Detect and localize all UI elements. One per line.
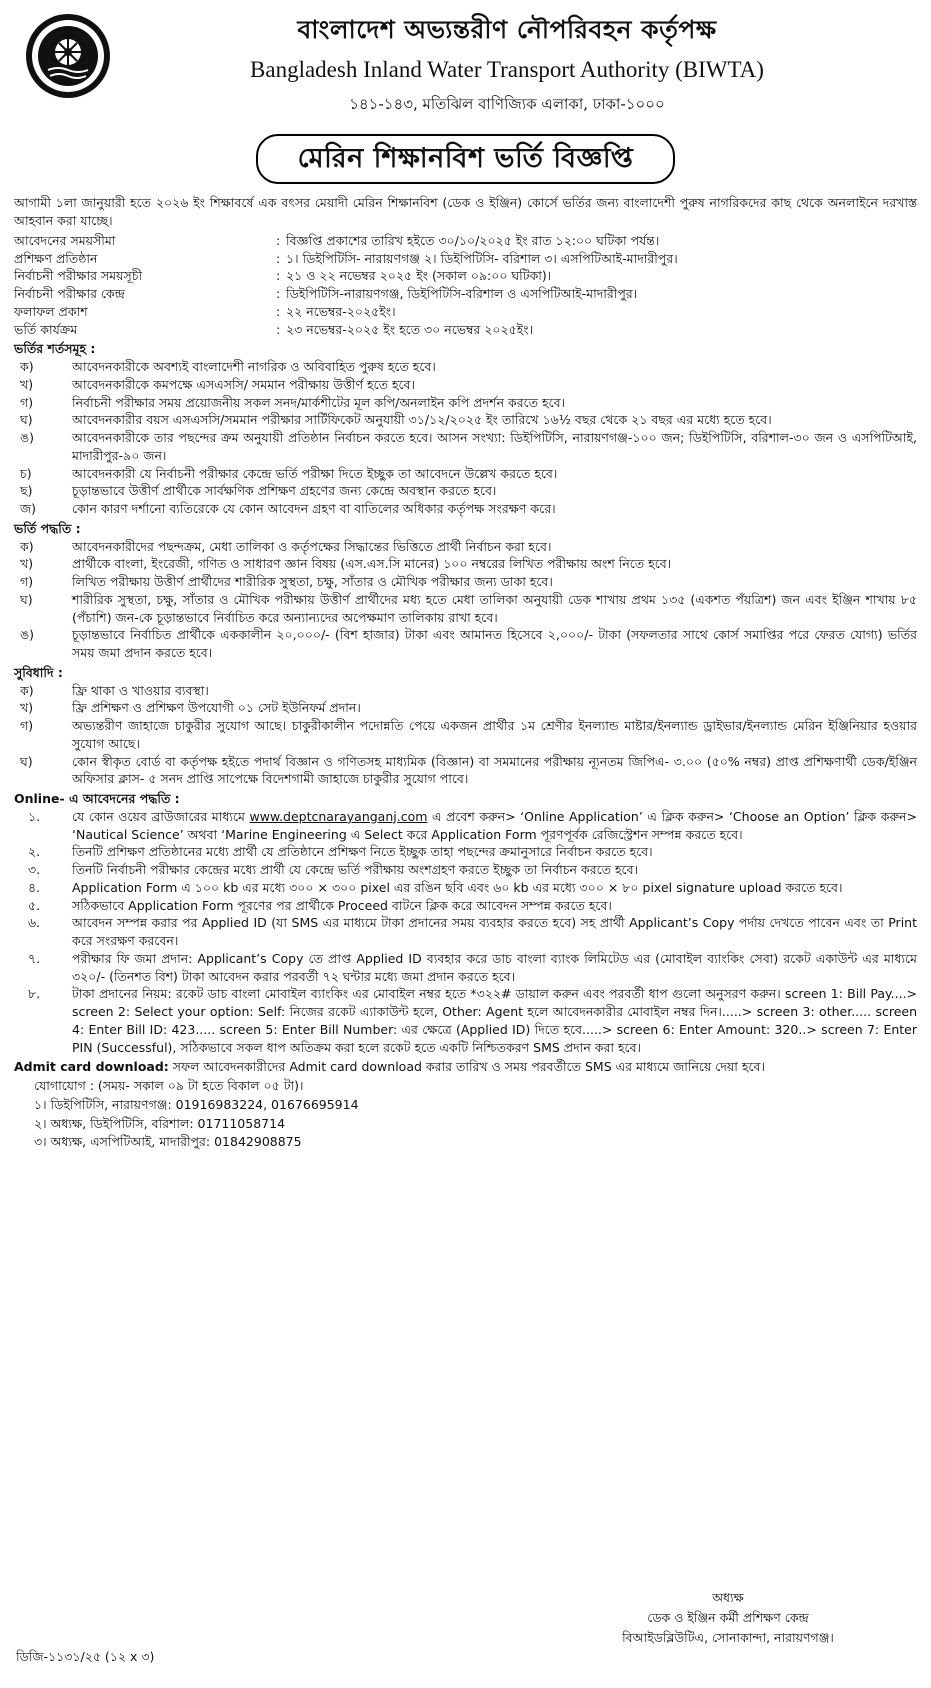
item-text xyxy=(72,808,917,844)
benefits-list xyxy=(14,682,917,789)
schedule-table xyxy=(14,232,917,339)
list-item xyxy=(14,861,917,879)
item-text: শারীরিক সুস্থতা, চক্ষু, সাঁতার ও মৌখিক পরীক্ষায় উত্তীর্ণ প্রার্থীদের মধ্য হতে মেধা তালিকা অনুযায়ী ডেক শাখায় প্রথম ১৩৫ (একশত পঁয়ত্রিশ) জন এবং ইঞ্জিন শাখায় ৮৫ (পঁচাশি) জন-কে চূড়ান্তভাবে নির্বাচিত করে অন্যান্যদের অপেক্ষমাণ তালিকায় রাখা হবে। xyxy=(72,591,917,625)
item-number: ঙ) xyxy=(20,430,35,446)
org-address: ১৪১-১৪৩, মতিঝিল বাণিজ্যিক এলাকা, ঢাকা-১০০০ xyxy=(349,95,665,113)
item-text: পরীক্ষার ফি জমা প্রদান: Applicant’s Copy তে প্রাপ্ত Applied ID ব্যবহার করে ডাচ বাংলা ব্যাংক লিমিটেড এর (মোবাইল ব্যাংকিং সেবা) রকেট একাউন্ট এর মাধ্যমে ৩২০/- (তিনশত বিশ) টাকা আবেদন করার পরবর্তী ৭২ ঘন্টার মধ্যে জমা প্রদান করতে হবে। xyxy=(72,950,917,984)
list-item xyxy=(14,699,917,717)
signature-title: অধ্যক্ষ xyxy=(712,1590,744,1605)
item-text: প্রার্থীকে বাংলা, ইংরেজী, গণিত ও সাধারণ জ্ঞান বিষয় (এস.এস.সি মানের) ১০০ নম্বরের লিখিত পরীক্ষায় অংশ নিতে হবে। xyxy=(72,556,672,572)
list-item xyxy=(14,914,917,950)
header xyxy=(14,8,917,128)
schedule-row xyxy=(14,321,917,339)
item-number: গ) xyxy=(20,394,34,410)
org-name-english: Bangladesh Inland Water Transport Authority (BIWTA) xyxy=(250,57,764,82)
item-text: আবেদনকারীকে কমপক্ষে এসএসসি/ সমমান পরীক্ষায় উত্তীর্ণ হতে হবে। xyxy=(72,376,415,392)
item-text: তিনটি প্রশিক্ষণ প্রতিষ্ঠানের মধ্যে প্রার্থী যে প্রতিষ্ঠানে প্রশিক্ষণ নিতে ইচ্ছুক তাহা পছন্দের ক্রমানুসারে নির্বাচন করতে হবে। xyxy=(72,844,653,860)
contact-line: ১। ডিইপিটিসি, নারায়ণগঞ্জ: 01916983224, 01676695914 xyxy=(34,1096,359,1112)
admit-card-label: Admit card download: xyxy=(14,1059,169,1075)
schedule-value: ২১ ও ২২ নভেম্বর ২০২৫ ইং (সকাল ০৯:০০ ঘটিকা)। xyxy=(286,268,552,284)
method-heading: ভর্তি পদ্ধতি : xyxy=(14,520,81,536)
item-text: ফ্রি প্রশিক্ষণ ও প্রশিক্ষণ উপযোগী ০১ সেট ইউনিফর্ম প্রদান। xyxy=(72,700,361,716)
schedule-colon: : xyxy=(276,286,281,302)
list-item xyxy=(14,682,917,700)
schedule-row xyxy=(14,267,917,285)
item-number: ২. xyxy=(28,844,41,860)
item-text: চূড়ান্তভাবে উত্তীর্ণ প্রার্থীকে সার্বক্ষণিক প্রশিক্ষণ গ্রহণের জন্য কেন্দ্রে অবস্থান করতে হবে। xyxy=(72,483,497,499)
item-text: কোন কারণ দর্শানো ব্যতিরেকে যে কোন আবেদন গ্রহণ বা বাতিলের অধিকার কর্তৃপক্ষ সংরক্ষণ করে। xyxy=(72,501,556,517)
schedule-value: ১। ডিইপিটিসি- নারায়ণগঞ্জ ২। ডিইপিটিসি- বরিশাল ৩। এসপিটিআই-মাদারীপুর। xyxy=(286,250,678,266)
item-number: ঘ) xyxy=(20,412,33,428)
list-item xyxy=(14,626,917,662)
item-text: তিনটি নির্বাচনী পরীক্ষার কেন্দ্রের মধ্যে প্রার্থী যে কেন্দ্রে ভর্তি পরীক্ষায় অংশগ্রহণ করতে ইচ্ছুক তা নির্বাচন করতে হবে। xyxy=(72,862,638,878)
list-item xyxy=(14,573,917,591)
admit-card-text: সফল আবেদনকারীদের Admit card download করার তারিখ ও সময় পরবর্তীতে SMS এর মাধ্যমে জানিয়ে দেয়া হবে। xyxy=(168,1059,765,1075)
item-number: ১. xyxy=(28,808,41,824)
list-item xyxy=(14,591,917,627)
schedule-colon: : xyxy=(276,321,281,337)
schedule-key: আবেদনের সময়সীমা xyxy=(14,232,116,248)
admit-card-note xyxy=(14,1058,917,1076)
item-text: আবেদনকারী যে নির্বাচনী পরীক্ষার কেন্দ্রে ভর্তি পরীক্ষা দিতে ইচ্ছুক তা আবেদনে উল্লেখ করতে হবে। xyxy=(72,465,558,481)
list-item xyxy=(14,985,917,1056)
item-number: গ) xyxy=(20,574,34,590)
signature-block xyxy=(563,1588,893,1648)
schedule-key: প্রশিক্ষণ প্রতিষ্ঠান xyxy=(14,250,98,266)
list-item xyxy=(14,429,917,465)
item-text: আবেদনকারীর বয়স এসএসসি/সমমান পরীক্ষার সার্টিফিকেট অনুযায়ী ৩১/১২/২০২৫ ইং তারিখে ১৬½ বছর থেকে ২১ বছর এর মধ্যে হতে হবে। xyxy=(72,412,772,428)
item-number: ৭. xyxy=(28,950,41,966)
list-item xyxy=(14,843,917,861)
item-text: আবেদনকারীকে তার পছন্দের ক্রম অনুযায়ী প্রতিষ্ঠান নির্বাচন করতে হবে। আসন সংখ্যা: ডিইপিটিসি, নারায়ণগঞ্জ-১০০ জন; ডিইপিটিসি, বরিশাল-৩০ জন ও এসপিটিআই, মাদারীপুর-৯০ জন। xyxy=(72,430,917,463)
item-text: নির্বাচনী পরীক্ষার সময় প্রয়োজনীয় সকল সনদ/মার্কশীটের মূল কপি/অনলাইন কপি প্রদর্শন করতে হবে। xyxy=(72,394,566,410)
list-item xyxy=(14,500,917,518)
reference-number: ডিজি-১১৩১/২৫ (১২ x ৩) xyxy=(16,1649,155,1664)
schedule-value: ডিইপিটিসি-নারায়ণগঞ্জ, ডিইপিটিসি-বরিশাল ও এসপিটিআই-মাদারীপুর। xyxy=(286,286,638,302)
item-text: টাকা প্রদানের নিয়ম: রকেট ডাচ বাংলা মোবাইল ব্যাংকিং এর মোবাইল নম্বর হতে *৩২২# ডায়াল করুন এবং পরবর্তী ধাপ গুলো অনুসরণ করুন। screen 1: Bill Pay....> screen 2: Select your option: Self: নিজের রকেট এ্যাকাউন্ট হলে, Other: Agent হলে আবেদনকারীর মোবাইল নম্বর দিন।.....> screen 3: other..... screen 4: Enter Bill ID: 423..... screen 5: Enter Bill Number: এর ক্ষেত্রে (Applied ID) দিতে হবে.....> screen 6: Enter Amount: 320..> screen 7: Enter PIN (Successful), সঠিকভাবে সকল ধাপ অতিক্রম করা হলে রকেট হতে একটি নিশ্চিতকরণ SMS প্রদান করা হবে। xyxy=(72,986,917,1055)
signature-office: ডেক ও ইঞ্জিন কর্মী প্রশিক্ষণ কেন্দ্র xyxy=(647,1610,809,1625)
schedule-colon: : xyxy=(276,232,281,248)
item-number: ৩. xyxy=(28,862,41,878)
item-number: ঘ) xyxy=(20,753,33,769)
list-item xyxy=(14,950,917,986)
item-number: চ) xyxy=(20,465,32,481)
item-number: ক) xyxy=(20,538,34,554)
online-list xyxy=(14,808,917,1057)
notice-title: মেরিন শিক্ষানবিশ ভর্তি বিজ্ঞপ্তি xyxy=(256,134,676,184)
item-text: আবেদনকারীকে অবশ্যই বাংলাদেশী নাগরিক ও অবিবাহিত পুরুষ হতে হবে। xyxy=(72,359,436,375)
item-text: সঠিকভাবে Application Form পূরণের পর প্রার্থীকে Proceed বাটনে ক্লিক করে আবেদন সম্পন্ন করতে হবে। xyxy=(72,897,612,913)
item-number: ৮. xyxy=(28,986,41,1002)
contact-line: ২। অধ্যক্ষ, ডিইপিটিসি, বরিশাল: 01711058714 xyxy=(34,1115,286,1131)
list-item xyxy=(14,482,917,500)
list-item xyxy=(14,376,917,394)
item-text: ফ্রি থাকা ও খাওয়ার ব্যবস্থা। xyxy=(72,682,209,698)
conditions-list xyxy=(14,358,917,518)
item-number: ছ) xyxy=(20,483,33,499)
list-item xyxy=(14,358,917,376)
schedule-row xyxy=(14,232,917,250)
org-name-bangla: বাংলাদেশ অভ্যন্তরীণ নৌপরিবহন কর্তৃপক্ষ xyxy=(297,15,717,44)
benefits-heading: সুবিধাদি : xyxy=(14,664,63,680)
schedule-value: বিজ্ঞপ্তি প্রকাশের তারিখ হইতে ৩০/১০/২০২৫ ইং রাত ১২:০০ ঘটিকা পর্যন্ত। xyxy=(286,232,660,248)
item-number: ঘ) xyxy=(20,591,33,607)
list-item xyxy=(14,465,917,483)
contact-block xyxy=(14,1077,917,1151)
item-number: গ) xyxy=(20,718,34,734)
signature-address: বিআইডব্লিউটিএ, সোনাকান্দা, নারায়ণগঞ্জ। xyxy=(622,1630,834,1645)
item-number: ক) xyxy=(20,682,34,698)
item-text: চূড়ান্তভাবে নির্বাচিত প্রার্থীকে এককালীন ২০,০০০/- (বিশ হাজার) টাকা এবং আমানত হিসেবে ২,০০০/- টাকা (সফলতার সাথে কোর্স সমাপ্তির পরে ফেরত যোগ্য) ভর্তির সময় জমা প্রদান করতে হবে। xyxy=(72,627,917,661)
biwta-logo-icon xyxy=(24,12,112,100)
item-text: লিখিত পরীক্ষায় উত্তীর্ণ প্রার্থীদের শারীরিক সুস্থতা, চক্ষু, সাঁতার ও মৌখিক পরীক্ষার জন্য ডাকা হবে। xyxy=(72,574,553,590)
schedule-key: নির্বাচনী পরীক্ষার কেন্দ্র xyxy=(14,286,125,302)
list-item xyxy=(14,753,917,789)
list-item xyxy=(14,394,917,412)
schedule-row xyxy=(14,303,917,321)
intro-paragraph: আগামী ১লা জানুয়ারী হতে ২০২৬ ইং শিক্ষাবর্ষে এক বৎসর মেয়াদী মেরিন শিক্ষানবিশ (ডেক ও ইঞ্জিন) কোর্সে ভর্তির জন্য বাংলাদেশী পুরুষ নাগরিকদের কাছ থেকে অনলাইনে দরখাস্ত আহবান করা যাচ্ছে। xyxy=(14,195,917,229)
item-text: অভ্যন্তরীণ জাহাজে চাকুরীর সুযোগ আছে। চাকুরীকালীন পদোন্নতি পেয়ে একজন প্রার্থীর ১ম শ্রেণীর ইনল্যান্ড মাষ্টার/ইনল্যান্ড ড্রাইভার/ইনল্যান্ড মেরিন ইঞ্জিনিয়ার হওয়ার সুযোগ আছে। xyxy=(72,718,917,751)
contact-line: ৩। অধ্যক্ষ, এসপিটিআই, মাদারীপুর: 01842908875 xyxy=(34,1134,302,1150)
schedule-key: নির্বাচনী পরীক্ষার সময়সূচী xyxy=(14,268,143,284)
schedule-key: ভর্তি কার্যক্রম xyxy=(14,321,78,337)
schedule-key: ফলাফল প্রকাশ xyxy=(14,303,88,319)
list-item xyxy=(14,411,917,429)
list-item xyxy=(14,717,917,753)
item-number: ঙ) xyxy=(20,627,35,643)
schedule-row xyxy=(14,285,917,303)
schedule-colon: : xyxy=(276,303,281,319)
item-number: ৬. xyxy=(28,915,41,931)
list-item xyxy=(14,879,917,897)
item-text-part: যে কোন ওয়েব ব্রাউজারের মাধ্যমে xyxy=(72,808,250,824)
list-item xyxy=(14,897,917,915)
item-number: খ) xyxy=(20,700,34,716)
item-text: কোন স্বীকৃত বোর্ড বা কর্তৃপক্ষ হইতে পদার্থ বিজ্ঞান ও গণিতসহ মাধ্যমিক (বিজ্ঞান) বা সমমানের পরীক্ষায় ন্যূনতম জিপিএ- ৩.০০ (৫০% নম্বর) প্রাপ্ত প্রশিক্ষণার্থী ডেক/ইঞ্জিন অফিসার ক্লাস- ৫ সনদ প্রাপ্তি সাপেক্ষে বিদেশগামী জাহাজে চাকুরীর সুযোগ পাবে। xyxy=(72,753,917,787)
item-number: ক) xyxy=(20,359,34,375)
contact-heading: যোগাযোগ : (সময়- সকাল ০৯ টা হতে বিকাল ০৫ টা)। xyxy=(34,1078,304,1094)
method-list xyxy=(14,538,917,662)
list-item xyxy=(14,808,917,844)
website-link[interactable]: www.deptcnarayanganj.com xyxy=(249,808,428,824)
conditions-heading: ভর্তির শর্তসমূহ : xyxy=(14,341,96,357)
schedule-value: ২৩ নভেম্বর-২০২৫ ইং হতে ৩০ নভেম্বর ২০২৫ইং। xyxy=(286,321,534,337)
item-number: জ) xyxy=(20,501,37,517)
schedule-colon: : xyxy=(276,268,281,284)
item-text: Application Form এ ১০০ kb এর মধ্যে ৩০০ × ৩০০ pixel এর রঙিন ছবি এবং ৬০ kb এর মধ্যে ৩০০ × ৮০ pixel signature upload করতে হবে। xyxy=(72,879,843,895)
item-number: ৪. xyxy=(28,879,41,895)
item-number: খ) xyxy=(20,376,34,392)
item-text: আবেদনকারীদের পছন্দক্রম, মেধা তালিকা ও কর্তৃপক্ষের সিদ্ধান্তের ভিত্তিতে প্রার্থী নির্বাচন করা হবে। xyxy=(72,538,552,554)
item-number: ৫. xyxy=(28,897,41,913)
item-number: খ) xyxy=(20,556,34,572)
schedule-row xyxy=(14,250,917,268)
item-text: আবেদন সম্পন্ন করার পর Applied ID (যা SMS এর মাধ্যমে টাকা প্রদানের সময় ব্যবহার করতে হবে) সহ প্রার্থী Applicant’s Copy পর্দায় দেখতে পাবেন এবং তা Print করে সংরক্ষণ করবেন। xyxy=(72,915,917,949)
item-text-part: এ প্রবেশ করুন> ‘Online Application’ এ ক্লিক করুন> ‘Choose an Option’ ক্লিক করুন> ‘Nautical Science’ অথবা ‘Marine Engineering এ Select করে Application Form পূরণপূর্বক রেজিস্ট্রেশন সম্পন্ন করতে হবে। xyxy=(72,808,917,842)
schedule-colon: : xyxy=(276,250,281,266)
schedule-value: ২২ নভেম্বর-২০২৫ইং। xyxy=(286,303,396,319)
online-heading: Online- এ আবেদনের পদ্ধতি : xyxy=(14,791,180,807)
list-item xyxy=(14,555,917,573)
list-item xyxy=(14,538,917,556)
